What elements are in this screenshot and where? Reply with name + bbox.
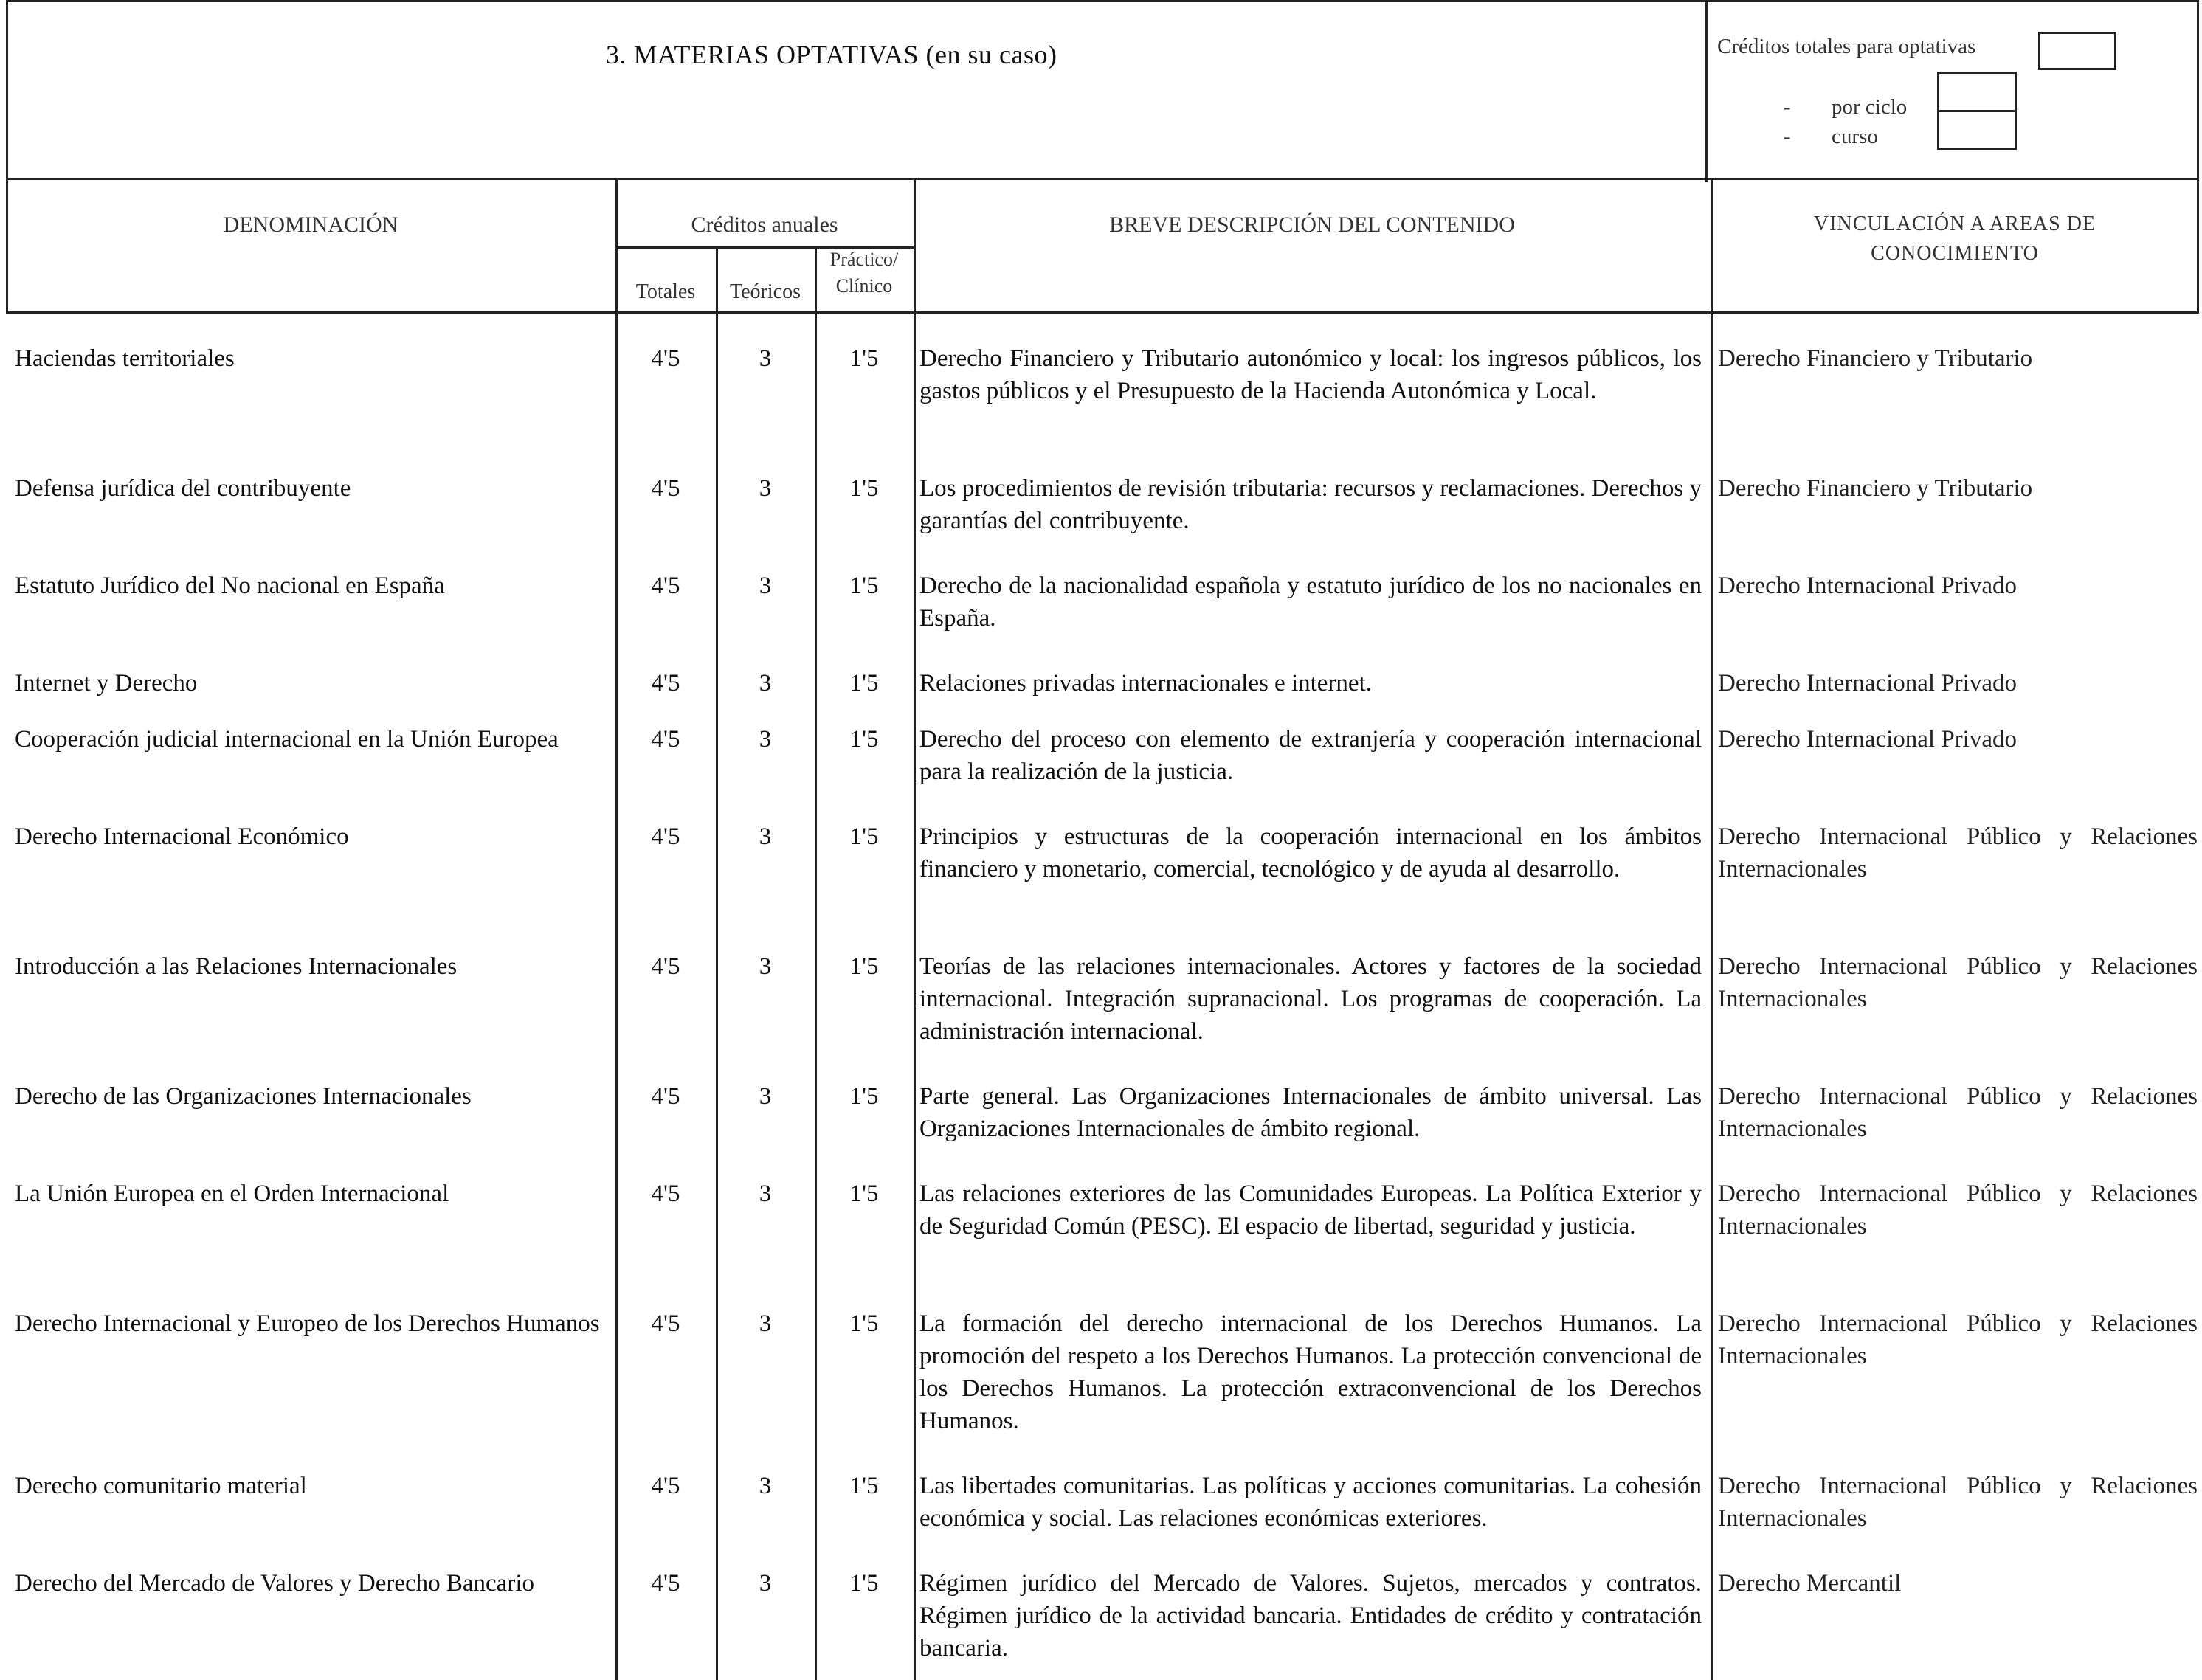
row-practicos: 1'5 (849, 1083, 879, 1110)
row-totales: 4'5 (651, 1310, 680, 1337)
row-practicos: 1'5 (849, 823, 879, 850)
row-totales: 4'5 (651, 726, 680, 753)
row-teoricos: 3 (759, 345, 772, 372)
document-page (6, 0, 2199, 1680)
row-practicos: 1'5 (849, 573, 879, 599)
row-area: Derecho Mercantil (1718, 1570, 1902, 1597)
row-area: Derecho Internacional Privado (1718, 670, 2017, 696)
row-totales: 4'5 (651, 573, 680, 599)
row-practicos: 1'5 (849, 1310, 879, 1337)
row-name: Defensa jurídica del contribuyente (15, 475, 351, 502)
curso-label: curso (1832, 125, 1878, 148)
row-teoricos: 3 (759, 475, 772, 502)
row-name: Derecho comunitario material (15, 1473, 307, 1499)
row-practicos: 1'5 (849, 345, 879, 372)
col-head-practico-line1: Práctico/ (829, 249, 899, 270)
row-totales: 4'5 (651, 1570, 680, 1597)
row-description: Las relaciones exteriores de las Comunidades Europeas. La Política Exterior y de Seguridad Común (PESC). El espacio de libertad, seguridad y justicia. (919, 1181, 1702, 1240)
row-practicos: 1'5 (849, 670, 879, 696)
col-head-creditos-anuales: Créditos anuales (691, 212, 838, 237)
row-name: Cooperación judicial internacional en la Unión Europea (15, 726, 559, 753)
row-area: Derecho Internacional Privado (1718, 726, 2017, 753)
row-practicos: 1'5 (849, 1473, 879, 1499)
row-practicos: 1'5 (849, 1181, 879, 1207)
row-practicos: 1'5 (849, 953, 879, 980)
credits-total-label: Créditos totales para optativas (1717, 35, 1976, 58)
row-area: Derecho Internacional Público y Relaciones Internacionales (1718, 1310, 2198, 1369)
creditos-subheader-line (615, 246, 914, 249)
row-name: Derecho Internacional Económico (15, 823, 349, 850)
row-teoricos: 3 (759, 953, 772, 980)
table-right-border (2197, 180, 2199, 313)
row-description: Régimen jurídico del Mercado de Valores. Sujetos, mercados y contratos. Régimen jurídico de la actividad bancaria. Entidades de crédito y contratación bancaria. (919, 1570, 1702, 1662)
por-ciclo-curso-divider (1939, 110, 2015, 112)
row-teoricos: 3 (759, 670, 772, 696)
row-area: Derecho Internacional Público y Relaciones Internacionales (1718, 1181, 2198, 1240)
section-title: 3. MATERIAS OPTATIVAS (en su caso) (606, 40, 1057, 69)
row-teoricos: 3 (759, 726, 772, 753)
row-area: Derecho Internacional Público y Relaciones Internacionales (1718, 1473, 2198, 1532)
por-ciclo-label: por ciclo (1832, 95, 1908, 119)
row-area: Derecho Internacional Público y Relaciones Internacionales (1718, 953, 2198, 1012)
col-head-practico (815, 246, 914, 300)
row-name: Derecho Internacional y Europeo de los Derechos Humanos (15, 1310, 600, 1337)
row-practicos: 1'5 (849, 726, 879, 753)
col-head-vinculacion (1711, 210, 2199, 269)
row-area: Derecho Financiero y Tributario (1718, 345, 2033, 372)
row-teoricos: 3 (759, 1473, 772, 1499)
row-teoricos: 3 (759, 1570, 772, 1597)
credits-total-box[interactable] (2038, 32, 2116, 70)
header-box (6, 0, 2199, 180)
row-description: Derecho Financiero y Tributario autonómico y local: los ingresos públicos, los gastos públicos y el Presupuesto de la Hacienda Autonómica y Local. (919, 345, 1702, 404)
row-area: Derecho Financiero y Tributario (1718, 475, 2033, 502)
dash-curso: - (1784, 125, 1791, 148)
col-head-vinculacion-line2: CONOCIMIENTO (1871, 242, 2039, 265)
row-totales: 4'5 (651, 475, 680, 502)
row-totales: 4'5 (651, 670, 680, 696)
row-description: Derecho de la nacionalidad española y estatuto jurídico de los no nacionales en España. (919, 573, 1702, 632)
col-head-totales: Totales (635, 280, 696, 303)
row-teoricos: 3 (759, 1181, 772, 1207)
row-description: Parte general. Las Organizaciones Internacionales de ámbito universal. Las Organizaciones Internacionales de ámbito regional. (919, 1083, 1702, 1142)
row-area: Derecho Internacional Público y Relaciones Internacionales (1718, 823, 2198, 882)
row-area: Derecho Internacional Privado (1718, 573, 2017, 599)
row-totales: 4'5 (651, 1181, 680, 1207)
row-totales: 4'5 (651, 1083, 680, 1110)
optativas-table (6, 180, 2199, 1680)
row-area: Derecho Internacional Público y Relaciones Internacionales (1718, 1083, 2198, 1142)
row-description: Las libertades comunitarias. Las políticas y acciones comunitarias. La cohesión económica y social. Las relaciones económicas exteriores. (919, 1473, 1702, 1532)
header-bottom-line (6, 311, 2199, 314)
row-totales: 4'5 (651, 1473, 680, 1499)
row-name: Introducción a las Relaciones Internacionales (15, 953, 458, 980)
row-description: Relaciones privadas internacionales e internet. (919, 670, 1372, 696)
por-ciclo-curso-box[interactable] (1937, 72, 2017, 150)
col-divider-1 (615, 180, 618, 1680)
header-divider (1705, 2, 1708, 182)
table-left-border (6, 180, 8, 313)
col-head-practico-line2: Clínico (835, 275, 893, 297)
row-description: Teorías de las relaciones internacionales. Actores y factores de la sociedad internacional. Integración supranacional. Los programas de cooperación. La administración internacional. (919, 953, 1702, 1045)
row-totales: 4'5 (651, 953, 680, 980)
col-head-denominacion: DENOMINACIÓN (223, 212, 398, 237)
row-name: Haciendas territoriales (15, 345, 235, 372)
col-head-vinculacion-line1: VINCULACIÓN A AREAS DE (1813, 212, 2096, 235)
row-name: La Unión Europea en el Orden Internacional (15, 1181, 449, 1207)
row-practicos: 1'5 (849, 1570, 879, 1597)
row-teoricos: 3 (759, 823, 772, 850)
row-description: Los procedimientos de revisión tributaria: recursos y reclamaciones. Derechos y garantías del contribuyente. (919, 475, 1702, 534)
row-teoricos: 3 (759, 573, 772, 599)
dash-por-ciclo: - (1784, 95, 1791, 119)
row-name: Derecho del Mercado de Valores y Derecho Bancario (15, 1570, 534, 1597)
col-divider-4 (914, 180, 916, 1680)
row-name: Estatuto Jurídico del No nacional en España (15, 573, 445, 599)
credits-block (1717, 32, 2189, 172)
row-description: La formación del derecho internacional de los Derechos Humanos. La promoción del respeto a los Derechos Humanos. La protección convencional de los Derechos Humanos. La protección extraconvencional de los Derechos Humanos. (919, 1310, 1702, 1434)
col-head-descripcion: BREVE DESCRIPCIÓN DEL CONTENIDO (1109, 212, 1515, 237)
row-totales: 4'5 (651, 345, 680, 372)
row-totales: 4'5 (651, 823, 680, 850)
row-name: Internet y Derecho (15, 670, 198, 696)
row-practicos: 1'5 (849, 475, 879, 502)
row-description: Derecho del proceso con elemento de extranjería y cooperación internacional para la realización de la justicia. (919, 726, 1702, 785)
row-teoricos: 3 (759, 1310, 772, 1337)
row-name: Derecho de las Organizaciones Internacionales (15, 1083, 472, 1110)
col-head-teoricos: Teóricos (729, 280, 801, 303)
row-description: Principios y estructuras de la cooperación internacional en los ámbitos financiero y monetario, comercial, tecnológico y de ayuda al desarrollo. (919, 823, 1702, 882)
col-divider-5 (1711, 180, 1713, 1680)
row-teoricos: 3 (759, 1083, 772, 1110)
